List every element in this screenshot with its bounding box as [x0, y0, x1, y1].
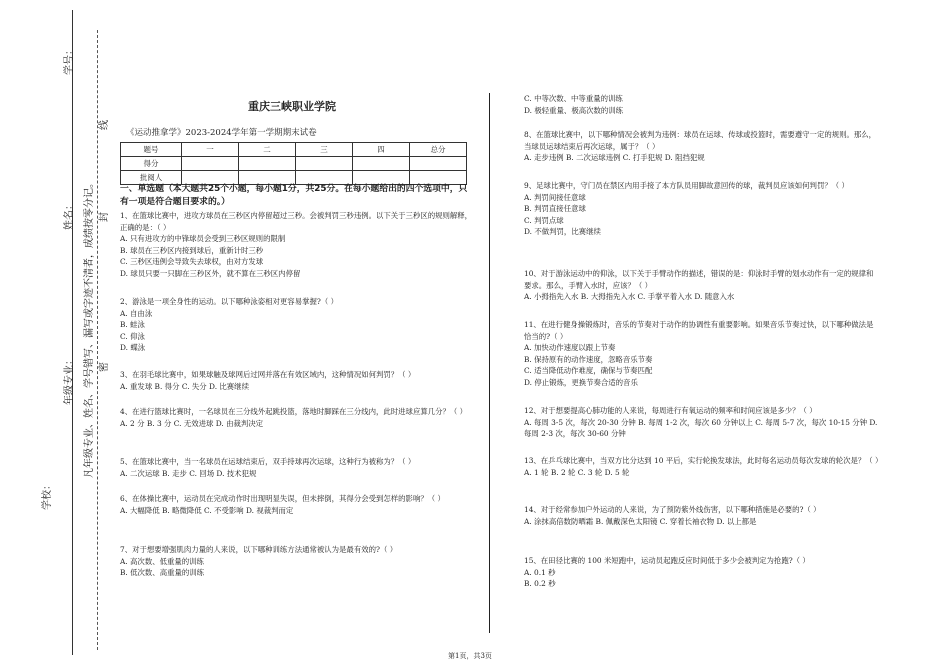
question-option: A. 2 分 B. 3 分 C. 无效进球 D. 由裁判决定 [120, 418, 264, 428]
question-option: B. 蛙泳 [120, 320, 145, 329]
question-option: D. 不做判罚，比赛继续 [524, 227, 601, 236]
question-stem: 5、在篮球比赛中，当一名球员在运球结束后，双手持球再次运球，这种行为被称为？（ ） [120, 457, 416, 466]
score-cell[interactable] [182, 157, 239, 171]
question-stem: 6、在体操比赛中，运动员在完成动作时出现明显失误，但未摔倒，其得分会受到怎样的影响？（ ） [120, 494, 445, 503]
score-row-label: 批阅人 [121, 171, 182, 185]
score-cell[interactable] [353, 157, 410, 171]
question-3 [120, 369, 475, 392]
question-6 [120, 493, 475, 516]
score-col-header: 总分 [410, 143, 467, 157]
school-title: 重庆三峡职业学院 [248, 100, 336, 113]
question-option: B. 球员在三秒区内接到球后，重新计时三秒 [120, 245, 264, 255]
question-option: A. 只有进攻方的中锋球员会受到三秒区规则的限制 [120, 234, 286, 243]
question-option: A. 0.1 秒 [524, 567, 556, 577]
question-option: D. 极轻重量、极高次数的训练 [524, 105, 624, 115]
line-mark: 线 [99, 120, 110, 130]
question-9 [524, 180, 879, 238]
question-10 [524, 268, 879, 303]
question-option: C. 判罚点球 [524, 215, 564, 225]
score-col-header: 二 [239, 143, 296, 157]
binding-notice: 凡年级专业、姓名、学号错写、漏写或字迹不清者，成绩按零分记。 [84, 178, 95, 478]
question-stem: 13、在乒乓球比赛中，当双方比分达到 10 平后，实行轮换发球法，此时每名运动员每次发球的轮次是？（ ） [524, 456, 883, 465]
question-option: C. 中等次数、中等重量的训练 [524, 94, 623, 103]
question-option: A. 判罚间接任意球 [524, 192, 586, 202]
question-option: B. 低次数、高重量的训练 [120, 568, 205, 577]
question-5 [120, 456, 475, 479]
question-7 [120, 544, 475, 579]
question-15 [524, 555, 879, 590]
score-cell[interactable] [239, 157, 296, 171]
question-option: D. 球员只要一只脚在三秒区外，就不算在三秒区内停留 [120, 268, 301, 278]
score-row-score [121, 157, 467, 171]
question-stem: 15、在田径比赛的 100 米短跑中，运动员起跑反应时间低于多少会被判定为抢跑?（ ） [524, 556, 810, 565]
question-13 [524, 455, 883, 478]
question-option: A. 自由泳 [120, 308, 153, 318]
question-option: C. 适当降低动作难度，确保与节奏匹配 [524, 366, 653, 375]
question-option: A. 大幅降低 B. 略微降低 C. 不受影响 D. 视裁判而定 [120, 505, 294, 515]
id-label: 学号： [64, 45, 75, 75]
question-stem: 2、游泳是一项全身性的运动。以下哪种泳姿相对更容易掌握?（ ） [120, 297, 338, 306]
question-stem: 8、在篮球比赛中，以下哪种情况会被判为违例：球员在运球、传球或投篮时，需要遵守一定的规则。那么，当球员运球结束后再次运球，属于？（ ） [524, 130, 877, 151]
question-option: A. 走步违例 B. 二次运球违例 C. 打手犯规 D. 阻挡犯规 [524, 153, 705, 162]
score-cell[interactable] [296, 157, 353, 171]
exam-title: 《运动推拿学》2023-2024学年第一学期期末试卷 [126, 128, 317, 138]
question-14 [524, 504, 879, 527]
question-11 [524, 319, 879, 388]
question-option: C. 仰泳 [120, 331, 145, 341]
question-option: B. 保持原有的动作速度，忽略音乐节奏 [524, 354, 653, 364]
question-option: A. 每周 3-5 次，每次 20-30 分钟 B. 每周 1-2 次，每次 60 分钟以上 C. 每周 5-7 次，每次 10-15 分钟 D. 每周 2-3 次，每次 30-60 分钟 [524, 417, 878, 438]
page-footer: 第1页，共3页 [448, 652, 492, 660]
question-stem: 3、在羽毛球比赛中，如果球触及球网后过网并落在有效区域内，这种情况如何判罚？（ ） [120, 370, 416, 379]
score-col-header: 一 [182, 143, 239, 157]
question-2 [120, 296, 475, 354]
score-row-label: 得分 [121, 157, 182, 171]
score-row-label: 题号 [121, 143, 182, 157]
question-option: D. 停止锻炼，更换节奏合适的音乐 [524, 377, 638, 387]
score-col-header: 四 [353, 143, 410, 157]
question-1 [120, 210, 475, 279]
dense-mark: 密 [99, 362, 110, 372]
question-4 [120, 406, 475, 429]
question-stem: 7、对于想要增强肌肉力量的人来说，以下哪种训练方法通常被认为是最有效的?（ ） [120, 545, 398, 554]
question-option: B. 0.2 秒 [524, 579, 556, 588]
question-stem: 10、对于游泳运动中的仰泳，以下关于手臂动作的描述，错误的是：仰泳时手臂的划水动作有一定的规律和要求。那么，手臂入水时，应该？（ ） [524, 269, 874, 290]
question-stem: 14、对于经常参加户外运动的人来说，为了预防紫外线伤害，以下哪种措施是必要的?（ ） [524, 505, 821, 514]
question-option: C. 三秒区违例会导致失去球权，由对方发球 [120, 257, 264, 266]
seal-mark: 封 [99, 212, 110, 222]
question-option: A. 1 轮 B. 2 轮 C. 3 轮 D. 5 轮 [524, 467, 630, 477]
question-option: A. 涂抹高倍数防晒霜 B. 佩戴深色太阳镜 C. 穿着长袖衣物 D. 以上都是 [524, 516, 757, 526]
question-option: B. 判罚直接任意球 [524, 204, 586, 213]
score-row-header [121, 143, 467, 157]
section-heading: 一、单选题（本大题共25个小题，每小题1分，共25分。在每小题给出的四个选项中，只有一项是符合题目要求的。） [120, 184, 468, 207]
score-col-header: 三 [296, 143, 353, 157]
class-label: 年级专业： [64, 355, 75, 405]
question-option: D. 蝶泳 [120, 343, 146, 352]
question-stem: 9、足球比赛中，守门员在禁区内用手接了本方队员用脚故意回传的球，裁判员应该如何判罚？（ ） [524, 181, 849, 190]
question-7-continued [524, 93, 879, 116]
score-cell[interactable] [410, 157, 467, 171]
question-option: A. 小拇指先入水 B. 大拇指先入水 C. 手掌平着入水 D. 随意入水 [524, 292, 735, 301]
question-option: A. 重发球 B. 得分 C. 失分 D. 比赛继续 [120, 381, 249, 391]
question-option: A. 加快动作速度以跟上节奏 [524, 343, 616, 352]
question-stem: 1、在篮球比赛中，进攻方球员在三秒区内停留超过三秒。会被判罚三秒违例。以下关于三秒区的规则解释，正确的是：（ ） [120, 211, 473, 232]
school-label: 学校： [42, 480, 53, 510]
question-stem: 4、在进行篮球比赛时，一名球员在三分线外起跳投篮，落地时脚踩在三分线内，此时进球应算几分？（ ） [120, 407, 468, 416]
question-stem: 12、对于想要提高心肺功能的人来说，每周进行有氧运动的频率和时间应该是多少？（ ） [524, 406, 817, 415]
question-8 [524, 129, 879, 164]
question-option: A. 高次数、低重量的训练 [120, 556, 204, 566]
question-12 [524, 405, 879, 440]
binding-solid-line [72, 10, 73, 655]
name-label: 姓名： [64, 200, 75, 230]
question-stem: 11、在进行健身操锻炼时，音乐的节奏对于动作的协调性有重要影响。如果音乐节奏过快，以下哪种做法是恰当的?（ ） [524, 320, 874, 341]
question-option: A. 二次运球 B. 走步 C. 回场 D. 技术犯规 [120, 468, 257, 478]
score-table [120, 142, 467, 185]
binding-margin [0, 0, 110, 672]
column-divider [489, 93, 490, 633]
